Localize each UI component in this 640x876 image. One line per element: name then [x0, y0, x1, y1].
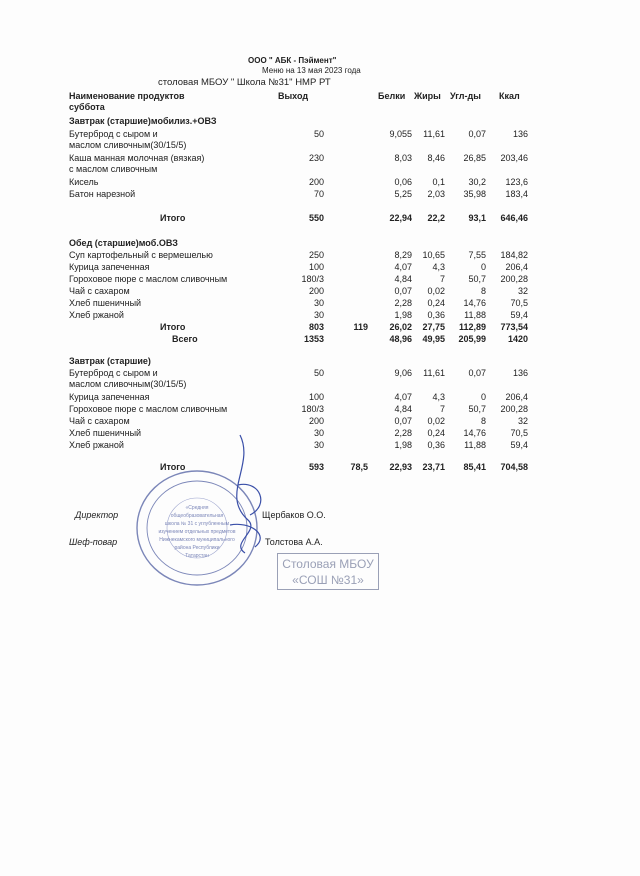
item-kcal: 70,5: [510, 428, 528, 438]
total-row: [0, 334, 640, 346]
total-kcal: 773,54: [500, 322, 528, 332]
table-row-continuation: [0, 379, 640, 391]
item-kcal: 136: [512, 129, 528, 139]
item-kcal: 203,46: [500, 153, 528, 163]
item-output: 30: [313, 298, 324, 308]
total-extra: 119: [353, 322, 368, 332]
table-row: [0, 262, 640, 274]
total-carbs: 85,41: [463, 462, 486, 472]
item-protein: 2,28: [394, 428, 412, 438]
table-row: [0, 440, 640, 452]
item-fat: 10,65: [422, 250, 445, 260]
item-output: 30: [313, 440, 324, 450]
item-kcal: 59,4: [510, 440, 528, 450]
item-fat: 0,1: [432, 177, 445, 187]
canteen-stamp: [277, 553, 379, 590]
stamp-line-2: «СОШ №31»: [292, 573, 364, 587]
item-protein: 8,29: [394, 250, 412, 260]
item-name-line2: маслом сливочным(30/15/5): [69, 140, 187, 150]
item-protein: 4,84: [394, 404, 412, 414]
col-output-header: Выход: [278, 91, 309, 101]
total-protein: 48,96: [389, 334, 412, 344]
item-name: Батон нарезной: [69, 189, 136, 199]
director-signature: [200, 425, 290, 565]
item-name: Курица запеченная: [69, 392, 150, 402]
section-title: Обед (старшие)моб.ОВЗ: [69, 238, 178, 248]
table-row: [0, 274, 640, 286]
chef-label: Шеф-повар: [69, 537, 118, 547]
stamp-line-1: Столовая МБОУ: [282, 557, 374, 571]
item-kcal: 200,28: [500, 404, 528, 414]
director-label: Директор: [75, 510, 119, 520]
section-title: Завтрак (старшие)мобилиз.+ОВЗ: [69, 116, 217, 126]
item-carbs: 0,07: [468, 129, 486, 139]
item-fat: 4,3: [432, 262, 445, 272]
svg-text:«Средняя: «Средняя: [185, 505, 209, 511]
svg-text:Нижнекамского муниципального: Нижнекамского муниципального: [159, 537, 235, 543]
item-name: Бутерброд с сыром и: [69, 368, 158, 378]
item-output: 230: [308, 153, 324, 163]
item-protein: 4,07: [394, 392, 412, 402]
item-fat: 11,61: [423, 129, 445, 139]
total-carbs: 93,1: [468, 213, 486, 223]
item-carbs: 30,2: [468, 177, 486, 187]
item-kcal: 184,82: [500, 250, 528, 260]
item-protein: 2,28: [394, 298, 412, 308]
total-row: [0, 462, 640, 474]
svg-text:общеобразовательная: общеобразовательная: [170, 513, 224, 519]
total-row: [0, 213, 640, 225]
item-name: Каша манная молочная (вязкая): [69, 153, 205, 163]
item-output: 100: [308, 392, 324, 402]
item-fat: 11,61: [423, 368, 445, 378]
item-protein: 8,03: [394, 153, 412, 163]
table-row: [0, 310, 640, 322]
table-row: [0, 298, 640, 310]
item-carbs: 11,88: [464, 310, 486, 320]
item-name: Гороховое пюре с маслом сливочным: [69, 274, 228, 284]
item-name-line2: маслом сливочным(30/15/5): [69, 379, 187, 389]
table-row: [0, 392, 640, 404]
total-kcal: 704,58: [500, 462, 528, 472]
col-day-header: суббота: [69, 102, 105, 112]
item-fat: 8,46: [427, 153, 445, 163]
item-fat: 7: [439, 404, 445, 414]
item-kcal: 136: [512, 368, 528, 378]
item-fat: 0,02: [427, 286, 445, 296]
item-name: Гороховое пюре с маслом сливочным: [69, 404, 228, 414]
item-carbs: 14,76: [463, 298, 486, 308]
item-fat: 0,24: [427, 428, 445, 438]
director-name: Щербаков О.О.: [262, 510, 326, 520]
item-fat: 0,36: [427, 310, 445, 320]
item-protein: 9,055: [389, 129, 412, 139]
total-fat: 22,2: [427, 213, 445, 223]
total-output: 1353: [303, 334, 324, 344]
item-carbs: 14,76: [463, 428, 486, 438]
col-name-header: Наименование продуктов: [69, 91, 185, 101]
item-carbs: 0: [480, 262, 486, 272]
item-name: Хлеб пшеничный: [69, 298, 142, 308]
item-carbs: 7,55: [468, 250, 486, 260]
item-kcal: 70,5: [510, 298, 528, 308]
item-output: 50: [313, 129, 324, 139]
item-protein: 4,07: [394, 262, 412, 272]
table-row: [0, 286, 640, 298]
total-carbs: 112,89: [458, 322, 486, 332]
table-row: [0, 250, 640, 262]
item-output: 30: [313, 310, 324, 320]
item-name: Хлеб ржаной: [69, 440, 124, 450]
item-name: Чай с сахаром: [69, 416, 130, 426]
item-fat: 7: [439, 274, 445, 284]
item-carbs: 8: [480, 416, 486, 426]
total-fat: 23,71: [422, 462, 445, 472]
item-kcal: 206,4: [505, 262, 528, 272]
table-row: [0, 189, 640, 201]
item-kcal: 59,4: [510, 310, 528, 320]
svg-text:Татарстан: Татарстан: [185, 553, 209, 559]
table-row-continuation: [0, 164, 640, 176]
total-extra: 78,5: [350, 462, 368, 472]
item-output: 250: [308, 250, 324, 260]
col-protein-header: Белки: [378, 91, 406, 101]
item-name-line2: с маслом сливочным: [69, 164, 158, 174]
total-fat: 49,95: [422, 334, 445, 344]
total-protein: 22,94: [389, 213, 412, 223]
item-carbs: 26,85: [463, 153, 486, 163]
table-row: [0, 428, 640, 440]
table-row: [0, 404, 640, 416]
total-label: Итого: [160, 462, 186, 472]
item-kcal: 32: [517, 416, 528, 426]
col-kcal-header: Ккал: [499, 91, 520, 101]
item-fat: 4,3: [432, 392, 445, 402]
col-carbs-header: Угл-ды: [450, 91, 481, 101]
menu-date: Меню на 13 мая 2023 года: [262, 66, 361, 75]
total-output: 803: [308, 322, 324, 332]
total-kcal: 646,46: [500, 213, 528, 223]
item-carbs: 8: [480, 286, 486, 296]
item-protein: 1,98: [394, 440, 412, 450]
item-protein: 5,25: [394, 189, 412, 199]
total-fat: 27,75: [422, 322, 445, 332]
item-name: Хлеб ржаной: [69, 310, 124, 320]
chef-name: Толстова А.А.: [265, 537, 323, 547]
item-kcal: 123,6: [505, 177, 528, 187]
item-protein: 9,06: [394, 368, 412, 378]
item-name: Хлеб пшеничный: [69, 428, 142, 438]
total-output: 550: [308, 213, 324, 223]
item-carbs: 35,98: [463, 189, 486, 199]
item-kcal: 200,28: [500, 274, 528, 284]
item-carbs: 50,7: [468, 404, 486, 414]
item-output: 180/3: [301, 274, 324, 284]
school-name: столовая МБОУ " Школа №31" НМР РТ: [158, 77, 331, 88]
svg-text:школа № 31 с углубленным: школа № 31 с углубленным: [164, 521, 230, 527]
item-output: 200: [308, 416, 324, 426]
item-carbs: 0: [480, 392, 486, 402]
total-carbs: 205,99: [458, 334, 486, 344]
total-label: Итого: [160, 322, 186, 332]
item-carbs: 11,88: [464, 440, 486, 450]
total-protein: 26,02: [389, 322, 412, 332]
item-name: Бутерброд с сыром и: [69, 129, 158, 139]
col-fat-header: Жиры: [414, 91, 441, 101]
item-output: 200: [308, 286, 324, 296]
table-row-continuation: [0, 140, 640, 152]
total-label: Итого: [160, 213, 186, 223]
item-protein: 0,06: [394, 177, 412, 187]
item-output: 200: [308, 177, 324, 187]
item-name: Чай с сахаром: [69, 286, 130, 296]
item-kcal: 183,4: [505, 189, 528, 199]
item-output: 180/3: [301, 404, 324, 414]
item-name: Курица запеченная: [69, 262, 150, 272]
item-output: 70: [313, 189, 324, 199]
item-kcal: 206,4: [505, 392, 528, 402]
section-title: Завтрак (старшие): [69, 356, 151, 366]
item-output: 30: [313, 428, 324, 438]
item-name: Суп картофельный с вермешелью: [69, 250, 213, 260]
item-protein: 1,98: [394, 310, 412, 320]
total-row: [0, 322, 640, 334]
item-name: Кисель: [69, 177, 99, 187]
item-carbs: 50,7: [468, 274, 486, 284]
svg-text:изучением отдельных предметов: изучением отдельных предметов: [158, 529, 236, 535]
item-carbs: 0,07: [468, 368, 486, 378]
item-fat: 0,36: [427, 440, 445, 450]
item-fat: 0,24: [427, 298, 445, 308]
svg-text:района Республики: района Республики: [174, 545, 220, 551]
company-name: ООО " АБК - Пэймент": [248, 56, 337, 65]
table-row: [0, 416, 640, 428]
total-kcal: 1420: [507, 334, 528, 344]
item-fat: 0,02: [427, 416, 445, 426]
total-label: Всего: [172, 334, 198, 344]
item-output: 50: [313, 368, 324, 378]
item-output: 100: [308, 262, 324, 272]
item-protein: 0,07: [394, 286, 412, 296]
item-protein: 4,84: [394, 274, 412, 284]
item-fat: 2,03: [427, 189, 445, 199]
table-row: [0, 177, 640, 189]
item-kcal: 32: [517, 286, 528, 296]
item-protein: 0,07: [394, 416, 412, 426]
total-protein: 22,93: [389, 462, 412, 472]
total-output: 593: [308, 462, 324, 472]
